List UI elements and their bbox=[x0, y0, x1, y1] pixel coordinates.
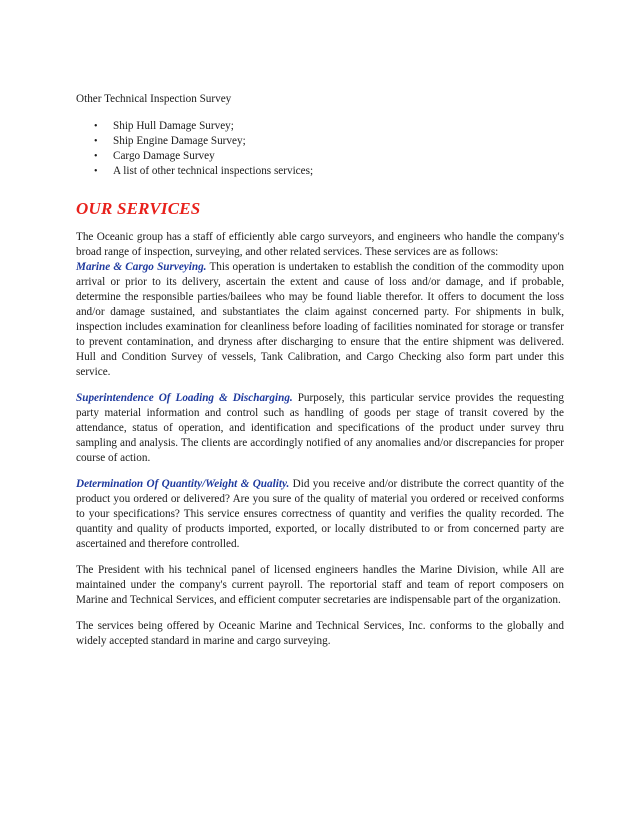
determination-body: Did you receive and/or distribute the correct quantity of the product you ordered or delivered? Are you sure of the quality of material you ordered or received conforms to your specifications? This service ensures correctness of quantity and verifies the quality recorded. The quantity and quality of products imported, exported, or locally distributed to or from concerned party are ascertained and therefore controlled. bbox=[76, 478, 564, 550]
president-paragraph: The President with his technical panel of licensed engineers handles the Marine Division, while All are maintained under the company's current payroll. The reportorial staff and team of report composers on Marine and Technical Services, and efficient computer secretaries are indispensable part of the organization. bbox=[76, 564, 564, 606]
marine-cargo-heading: Marine & Cargo Surveying. bbox=[76, 261, 207, 273]
list-item-text: A list of other technical inspections services; bbox=[113, 165, 314, 177]
bullet-icon: • bbox=[94, 121, 98, 132]
determination-heading: Determination Of Quantity/Weight & Quality. bbox=[76, 478, 290, 490]
list-item bbox=[76, 149, 564, 164]
list-item-text: Ship Engine Damage Survey; bbox=[113, 135, 246, 147]
list-item-text: Ship Hull Damage Survey; bbox=[113, 120, 234, 132]
marine-cargo-body: This operation is undertaken to establish the condition of the commodity upon arrival or prior to its delivery, ascertain the extent and cause of loss and/or damage, and if probable, determine the responsible parties/bailees who may be found liable therefor. It offers to document the loss and/or damage sustained, and substantiates the claim against concerned party. For shipments in bulk, inspection includes examination for cleanliness before loading of facilities nominated for storage or transfer to prevent contamination, and dryness after discharging to ensure that the entire shipment was delivered. Hull and Condition Survey of vessels, Tank Calibration, and Cargo Checking also form part under this service. bbox=[76, 261, 564, 378]
inspection-survey-list bbox=[76, 119, 564, 179]
list-item-text: Cargo Damage Survey bbox=[113, 150, 215, 162]
marine-cargo-paragraph bbox=[76, 260, 564, 380]
bullet-icon: • bbox=[94, 151, 98, 162]
superintendence-paragraph bbox=[76, 391, 564, 466]
bullet-icon: • bbox=[94, 166, 98, 177]
list-item bbox=[76, 134, 564, 149]
list-item bbox=[76, 119, 564, 134]
determination-paragraph bbox=[76, 477, 564, 552]
superintendence-body: Purposely, this particular service provides the requesting party material information and control such as handling of goods per stage of transit covered by the attendance, status of operation, and identification and specifications of the product under survey thru sampling and analysis. The clients are accordingly notified of any anomalies and/or discrepancies for proper course of action. bbox=[76, 392, 564, 464]
closing-paragraph: The services being offered by Oceanic Marine and Technical Services, Inc. conforms to the globally and widely accepted standard in marine and cargo surveying. bbox=[76, 620, 564, 647]
document-page bbox=[76, 92, 564, 649]
superintendence-heading: Superintendence Of Loading & Discharging. bbox=[76, 392, 293, 404]
list-item bbox=[76, 164, 564, 179]
inspection-survey-subtitle: Other Technical Inspection Survey bbox=[76, 93, 232, 105]
bullet-icon: • bbox=[94, 136, 98, 147]
services-intro-paragraph: The Oceanic group has a staff of efficiently able cargo surveyors, and engineers who handle the company's broad range of inspection, surveying, and other related services. These services are as follows: bbox=[76, 231, 564, 258]
our-services-heading: OUR SERVICES bbox=[76, 199, 201, 218]
